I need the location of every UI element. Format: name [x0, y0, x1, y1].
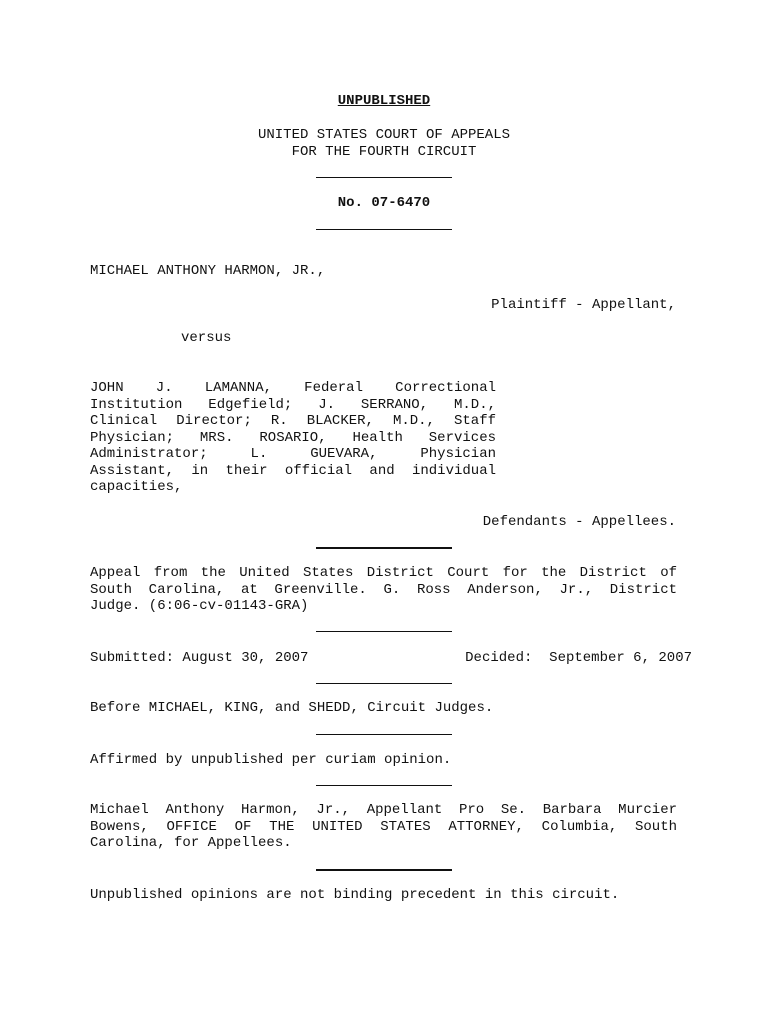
defendants-line: JOHN J. LAMANNA, Federal Correctional: [90, 380, 496, 396]
versus-label: versus: [181, 330, 232, 346]
case-number: No. 07-6470: [337, 195, 431, 211]
counsel-line: Bowens, OFFICE OF THE UNITED STATES ATTORNEY, Columbia, South: [90, 818, 677, 835]
divider-rule: [316, 631, 452, 632]
defendants-line: Physician; MRS. ROSARIO, Health Services: [90, 429, 496, 446]
defendants-line: Assistant, in their official and individual: [90, 462, 496, 479]
court-name-line1: UNITED STATES COURT OF APPEALS: [257, 127, 511, 143]
precedent-note: Unpublished opinions are not binding precedent in this circuit.: [90, 887, 620, 903]
defendants-role: Defendants - Appellees.: [482, 514, 676, 530]
divider-rule: [316, 785, 452, 786]
plaintiff-name: MICHAEL ANTHONY HARMON, JR.,: [90, 263, 326, 279]
divider-rule: [316, 229, 452, 230]
divider-rule: [316, 869, 452, 871]
divider-rule: [316, 177, 452, 178]
defendants-line: capacities,: [90, 479, 183, 495]
plaintiff-role: Plaintiff - Appellant,: [491, 297, 676, 313]
counsel-line: Michael Anthony Harmon, Jr., Appellant Pro Se. Barbara Murcier: [90, 802, 677, 818]
decided-date: Decided: September 6, 2007: [465, 650, 692, 666]
submitted-date: Submitted: August 30, 2007: [90, 650, 309, 666]
counsel-line: Carolina, for Appellees.: [90, 835, 292, 851]
appeal-line: Appeal from the United States District Court for the District of: [90, 565, 677, 581]
disposition: Affirmed by unpublished per curiam opinion.: [90, 752, 452, 768]
unpublished-heading: UNPUBLISHED: [337, 93, 431, 109]
defendants-line: Clinical Director; R. BLACKER, M.D., Staff: [90, 413, 496, 429]
appeal-paragraph: [90, 565, 677, 615]
court-name-line2: FOR THE FOURTH CIRCUIT: [291, 144, 477, 160]
divider-rule: [316, 734, 452, 735]
panel-judges: Before MICHAEL, KING, and SHEDD, Circuit Judges.: [90, 700, 494, 716]
appeal-line: Judge. (6:06-cv-01143-GRA): [90, 598, 309, 614]
divider-rule: [316, 547, 452, 549]
appeal-line: South Carolina, at Greenville. G. Ross Anderson, Jr., District: [90, 581, 677, 598]
counsel-paragraph: [90, 802, 677, 852]
defendants-line: Institution Edgefield; J. SERRANO, M.D.,: [90, 396, 496, 413]
defendants-line: Administrator; L. GUEVARA, Physician: [90, 446, 496, 462]
defendants-caption: [90, 380, 496, 496]
divider-rule: [316, 683, 452, 684]
